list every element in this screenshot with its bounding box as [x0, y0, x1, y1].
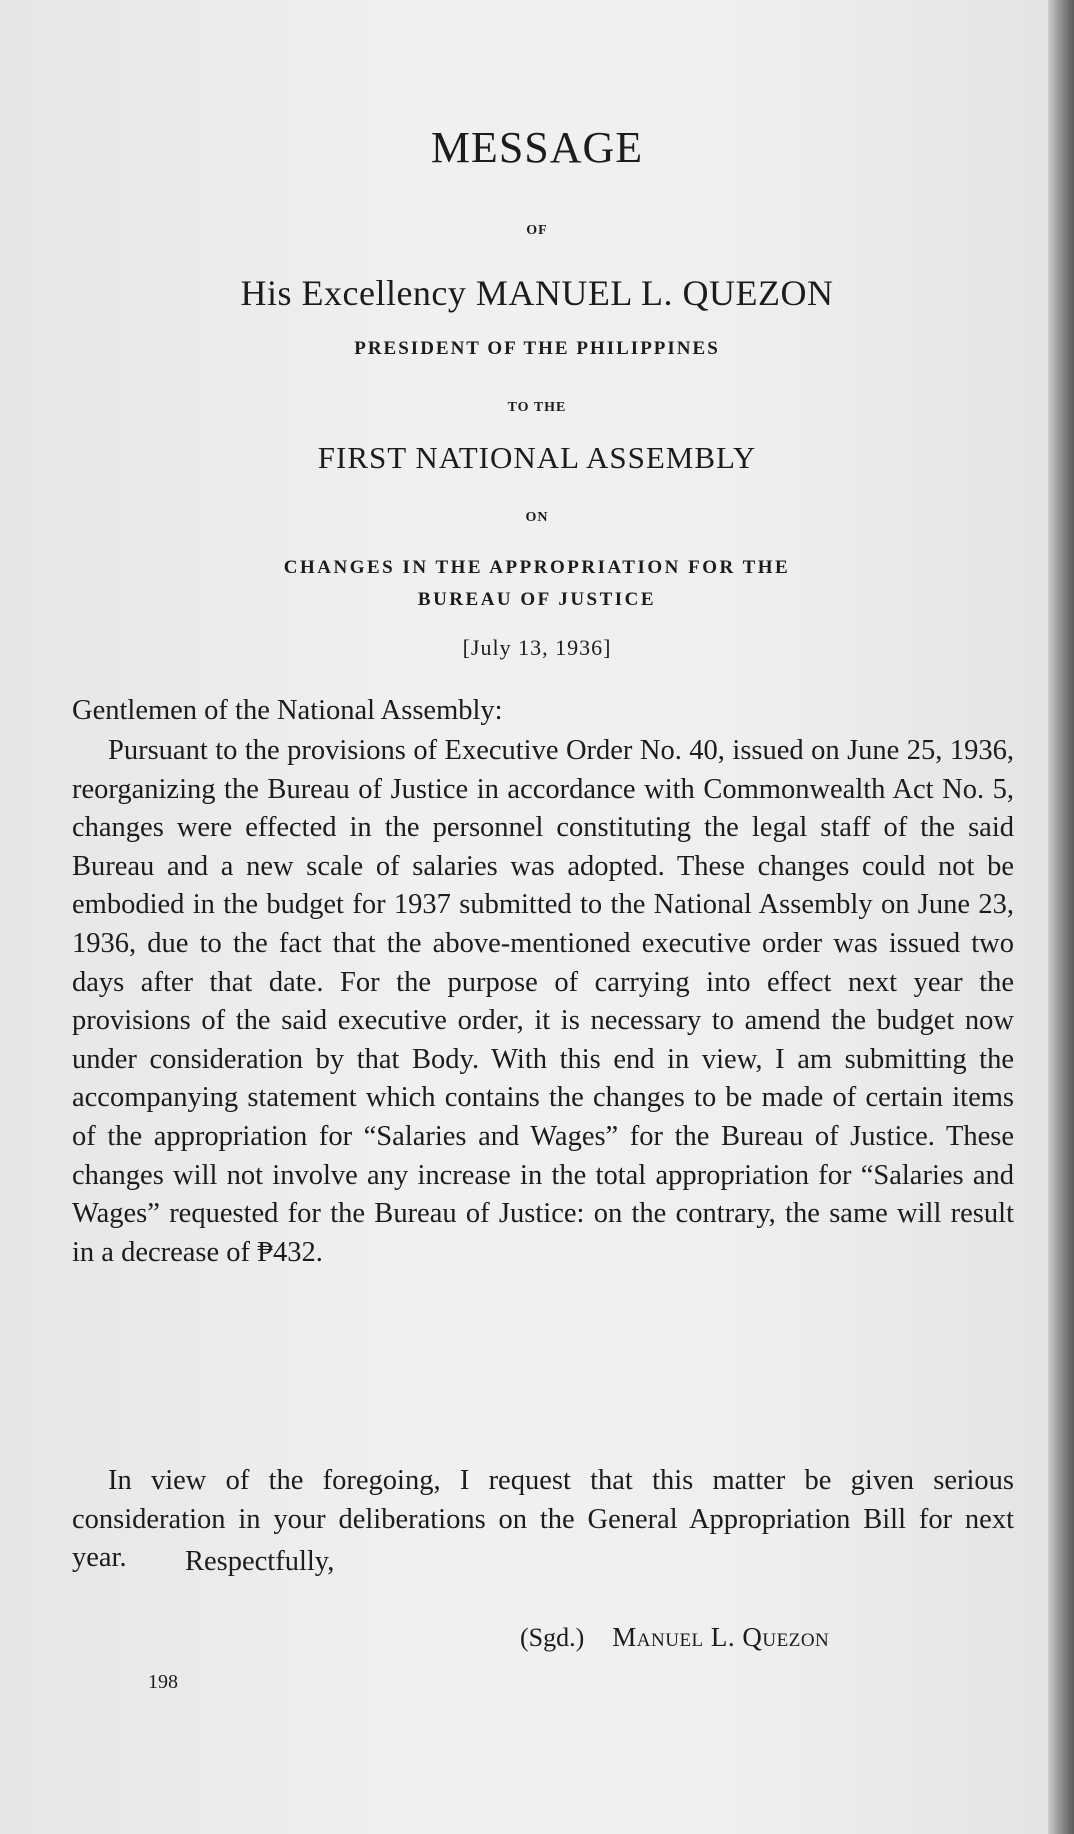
- page-number: 198: [148, 1671, 178, 1693]
- subject-line-2: BUREAU OF JUSTICE: [417, 589, 657, 610]
- president-title: PRESIDENT OF THE PHILIPPINES: [354, 338, 720, 359]
- heading-of: OF: [526, 223, 548, 238]
- signature-name: Manuel L. Quezon: [612, 1622, 830, 1652]
- body-paragraph-2: In view of the foregoing, I request that this matter be given serious consideration in your deliberations on the General Appropriation Bill for next year.: [72, 1465, 1014, 1574]
- president-name: His Excellency MANUEL L. QUEZON: [240, 273, 834, 313]
- signature-prefix: (Sgd.): [520, 1623, 585, 1652]
- message-date: [July 13, 1936]: [462, 635, 612, 660]
- closing: Respectfully,: [185, 1546, 335, 1577]
- page-title: MESSAGE: [430, 123, 644, 172]
- heading-on: ON: [525, 510, 549, 525]
- assembly-name: FIRST NATIONAL ASSEMBLY: [317, 440, 757, 475]
- signature: [520, 1622, 829, 1653]
- body-paragraph-1: Pursuant to the provisions of Executive Order No. 40, issued on June 25, 1936, reorganizing the Bureau of Justice in accordance with Commonwealth Act No. 5, changes were effected in the personnel constituting the legal staff of the said Bureau and a new scale of salaries was adopted. These changes could not be embodied in the budget for 1937 submitted to the National Assembly on June 23, 1936, due to the fact that the above-mentioned executive order was issued two days after that date. For the purpose of carrying into effect next year the provisions of the said executive order, it is necessary to amend the budget now under consideration by that Body. With this end in view, I am submitting the accompanying statement which contains the changes to be made of certain items of the appropriation for “Salaries and Wages” for the Bureau of Justice. These changes will not involve any increase in the total appropriation for “Salaries and Wages” requested for the Bureau of Justice: on the contrary, the same will result in a decrease of ₱432.: [72, 735, 1014, 1268]
- subject-line-1: CHANGES IN THE APPROPRIATION FOR THE: [283, 557, 791, 578]
- salutation: Gentlemen of the National Assembly:: [72, 695, 503, 726]
- heading-to-the: TO THE: [507, 400, 567, 415]
